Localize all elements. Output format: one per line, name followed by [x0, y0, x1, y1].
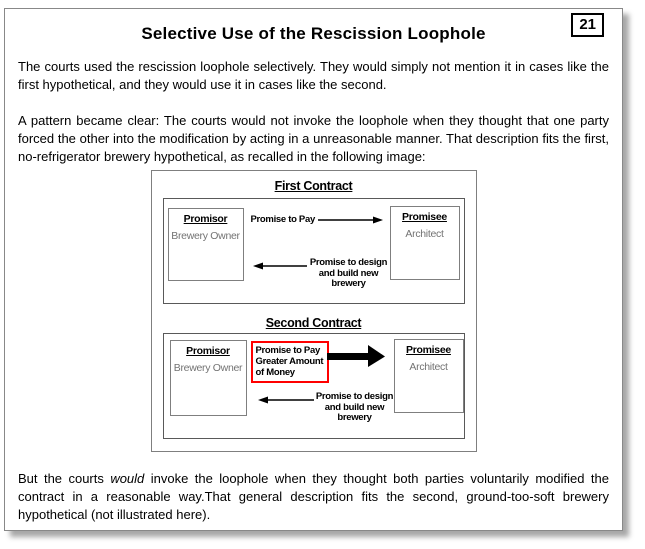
- conclusion-italic-word: would: [110, 471, 145, 486]
- modified-promise-highlight-box: Promise to Pay Greater Amount of Money: [251, 341, 329, 383]
- promisor-role-label: Promisor: [186, 345, 230, 357]
- paragraph-pattern: A pattern became clear: The courts would not invoke the loophole when they thought that one party forced the other into the modification by acting in a unreasonable manner. That description fits the first, no-refrigerator brewery hypothetical, as recalled in the following image:: [18, 113, 609, 164]
- return-promise-label: Promise to design and build new brewery: [309, 257, 388, 289]
- promisor-box: [170, 340, 247, 416]
- promisee-role-label: Promisee: [406, 344, 451, 356]
- promisor-name-label: Brewery Owner: [173, 362, 243, 374]
- promisee-role-label: Promisee: [402, 211, 447, 223]
- paragraph-conclusion: [18, 470, 609, 524]
- promisor-role-label: Promisor: [183, 213, 228, 225]
- promisor-name-label: Brewery Owner: [171, 230, 240, 242]
- contracts-diagram: [151, 170, 477, 452]
- first-contract-box: [163, 198, 465, 304]
- slide-title: Selective Use of the Rescission Loophole: [141, 24, 486, 43]
- promisee-box: [390, 206, 460, 280]
- second-contract-heading: Second Contract: [265, 316, 362, 330]
- promisor-box: [168, 208, 244, 281]
- right-arrow-icon: [318, 215, 384, 225]
- conclusion-suffix: invoke the loophole when they thought both parties voluntarily modified the contract in a reasonable way.That general description fits the second, ground-too-soft brewery hypothetical (not illustrated here).: [18, 471, 609, 522]
- return-promise-label: Promise to design and build new brewery: [315, 391, 394, 423]
- left-arrow-icon: [253, 261, 307, 271]
- paragraph-intro: The courts used the rescission loophole selectively. They would simply not mention it in cases like the first hypothetical, and they would use it in cases like the second.: [18, 59, 609, 92]
- promisee-name-label: Architect: [405, 228, 444, 240]
- left-arrow-icon: [258, 395, 314, 405]
- thick-right-arrow-icon: [327, 345, 386, 367]
- second-contract-box: [163, 333, 465, 439]
- promisee-box: [394, 339, 464, 413]
- promisee-name-label: Architect: [409, 361, 448, 373]
- slide: [4, 8, 623, 531]
- page-number-badge: 21: [571, 13, 604, 37]
- conclusion-prefix: But the courts: [18, 471, 111, 486]
- first-contract-heading: First Contract: [274, 179, 353, 193]
- promise-to-pay-label: Promise to Pay: [250, 214, 315, 225]
